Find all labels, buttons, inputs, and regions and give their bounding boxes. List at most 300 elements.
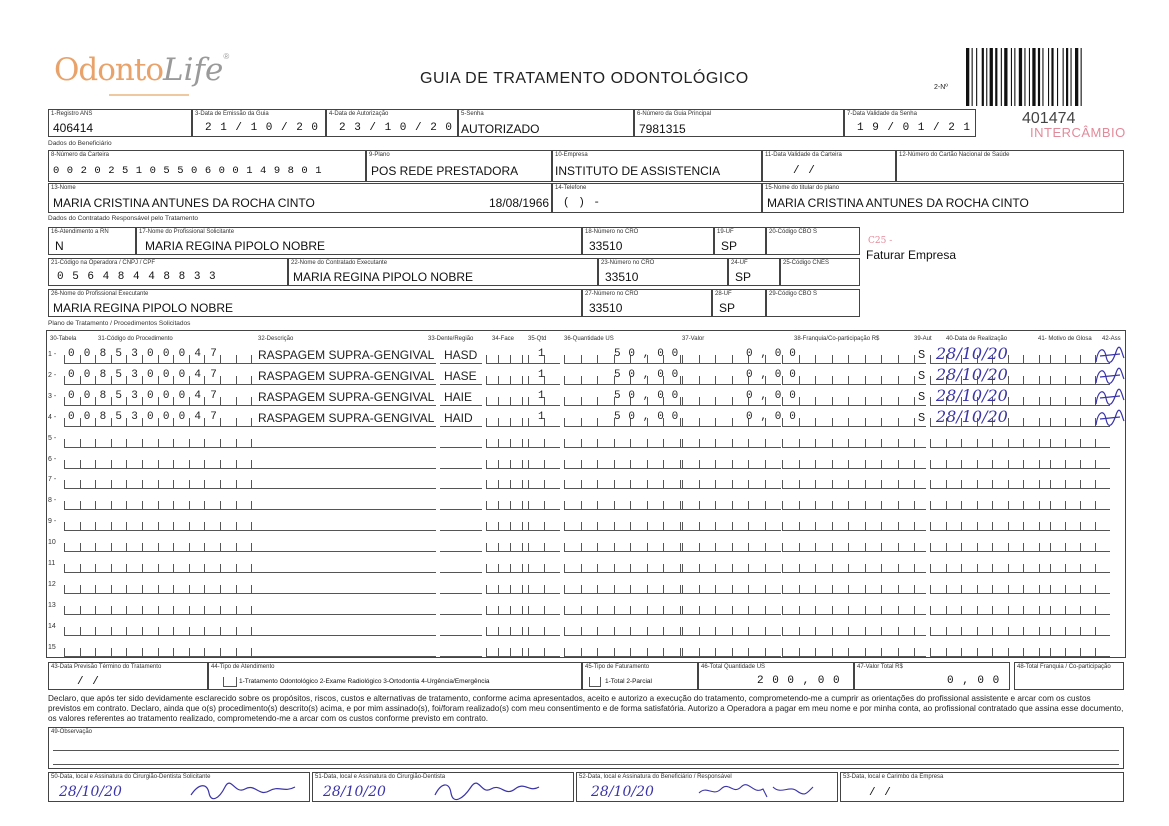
nome-contratado-field[interactable]: 22-Nome do Contratado Executante MARIA REGINA PIPOLO NOBRE <box>288 258 598 286</box>
row-number: 4 - <box>48 413 57 421</box>
digit-slot <box>80 522 96 531</box>
digit-slot <box>992 648 1008 657</box>
digit-slot <box>782 501 799 510</box>
digit-slot <box>564 376 581 385</box>
th-ass: 42-Ass <box>1102 336 1121 342</box>
titular-field[interactable]: 15-Nome do titular do plano MARIA CRISTINA ANTUNES DA ROCHA CINTO <box>762 183 1124 213</box>
digit-slot <box>64 439 80 448</box>
digit-slot <box>832 606 849 615</box>
digit-slot <box>715 480 732 489</box>
cbo-solicitante-field[interactable]: 20-Código CBO S <box>766 227 860 255</box>
proc-qty: 1 <box>538 368 545 381</box>
digit-slot <box>614 585 631 594</box>
digit-slot <box>189 564 205 573</box>
previsao-field[interactable]: 43-Data Previsão Término do Tratamento / / <box>48 662 208 690</box>
digit-slot <box>1080 585 1095 594</box>
digit-slot <box>992 460 1008 469</box>
digit-slot <box>498 418 510 427</box>
digit-slot <box>544 564 560 573</box>
digit-slot <box>732 606 749 615</box>
table-row[interactable] <box>48 452 1124 472</box>
digit-slot <box>142 522 158 531</box>
digit-slot <box>80 648 96 657</box>
digit-slot <box>510 355 522 364</box>
barcode-bar <box>976 48 977 106</box>
digit-slot <box>881 585 898 594</box>
proc-region: HASD <box>444 348 478 362</box>
description-line <box>256 363 436 364</box>
table-row[interactable] <box>48 640 1124 660</box>
table-row[interactable] <box>48 577 1124 597</box>
digit-slot <box>1095 522 1110 531</box>
digit-slot <box>1065 564 1080 573</box>
digit-slot <box>815 648 832 657</box>
digit-slot <box>486 460 498 469</box>
guia-principal-value: 7981315 <box>639 122 686 136</box>
total-us-field[interactable]: 46-Total Quantidade US 2 0 0 , 0 0 <box>698 662 854 690</box>
digit-slot <box>663 606 680 615</box>
digit-slot <box>581 543 598 552</box>
digit-slot <box>528 460 544 469</box>
digit-slot <box>111 585 127 594</box>
registro-ans-field[interactable]: 1-Registro ANS 406414 <box>48 109 192 137</box>
table-row[interactable] <box>48 431 1124 451</box>
digit-slot <box>1023 585 1039 594</box>
digit-slot <box>930 606 946 615</box>
uf-contratado-field[interactable]: 24-UF SP <box>728 258 780 286</box>
total-franquia-field[interactable]: 48-Total Franquia / Co-participação <box>1014 662 1124 690</box>
cro-executante-field[interactable]: 27-Número no CRO 33510 <box>582 289 712 317</box>
digit-slot <box>80 501 96 510</box>
digit-slot <box>898 627 915 636</box>
digit-slot <box>682 397 699 406</box>
telefone-field[interactable]: 14-Telefone ( ) - <box>552 183 762 213</box>
digit-slot <box>1050 355 1065 364</box>
digit-slot <box>977 648 993 657</box>
titular-value: MARIA CRISTINA ANTUNES DA ROCHA CINTO <box>767 196 1029 210</box>
solicitante-field[interactable]: 17-Nome do Profissional Solicitante MARIA REGINA PIPOLO NOBRE <box>136 227 582 255</box>
digit-slot <box>158 522 174 531</box>
digit-slot <box>95 648 111 657</box>
digit-slot <box>528 543 544 552</box>
barcode-bar <box>972 48 973 106</box>
table-row[interactable] <box>48 556 1124 576</box>
digit-slot <box>510 376 522 385</box>
description-line <box>256 551 436 552</box>
digit-slot <box>946 606 962 615</box>
digit-slot <box>946 543 962 552</box>
digit-slot <box>977 543 993 552</box>
digit-slot <box>173 564 189 573</box>
digit-slot <box>95 543 111 552</box>
digit-slot <box>614 522 631 531</box>
birth-date: 18/08/1966 <box>489 196 550 210</box>
digit-slot <box>498 439 510 448</box>
digit-slot <box>173 439 189 448</box>
digit-slot <box>64 606 80 615</box>
tipo-atendimento-box[interactable] <box>223 677 237 687</box>
digit-slot <box>732 585 749 594</box>
digit-slot <box>992 480 1008 489</box>
digit-slot <box>564 543 581 552</box>
digit-slot <box>647 439 664 448</box>
digit-slot <box>1023 460 1039 469</box>
digit-slot <box>799 501 816 510</box>
th-codigo: 31-Código do Procedimento <box>98 336 173 342</box>
digit-slot <box>111 439 127 448</box>
digit-slot <box>715 376 732 385</box>
barcode-bar <box>990 48 993 106</box>
description-line <box>256 635 436 636</box>
digit-slot <box>630 585 647 594</box>
digit-slot <box>1080 543 1095 552</box>
cro-contratado-value: 33510 <box>605 270 639 284</box>
sig-beneficiario-field[interactable]: 52-Data, local e Assinatura do Beneficiário / Responsável 28/10/20 <box>576 772 838 802</box>
digit-slot <box>765 627 782 636</box>
digit-slot <box>765 585 782 594</box>
digit-slot <box>189 522 205 531</box>
digit-slot <box>236 606 252 615</box>
digit-slot <box>158 543 174 552</box>
uf-executante-field[interactable]: 28-UF SP <box>712 289 766 317</box>
proc-value: 0 , 0 0 <box>746 410 797 423</box>
digit-slot <box>848 606 865 615</box>
carteira-field[interactable]: 8-Número da Carteira 0 0 2 0 2 5 1 0 5 5 0 6 0 0 1 4 9 8 0 1 <box>48 150 366 182</box>
digit-slot <box>498 397 510 406</box>
digit-slot <box>799 439 816 448</box>
row-number: 10 <box>48 539 56 547</box>
empresa-field[interactable]: 10-Empresa INSTITUTO DE ASSISTENCIA <box>552 150 762 182</box>
digit-slot <box>510 585 522 594</box>
legal-declaration: Declaro, que após ter sido devidamente esclarecido sobre os propósitos, riscos, custos e alternativas de tratamento, conforme acima apresentados, aceito e autorizo a execução do tratamento, comprometendo-me a cumprir as orientações do profissional assistente e arcar com os custos previstos em contrato. Declaro, ainda que o(s) procedimento(s) descrito(s) acima, e por mim assinado(s), foi/foram realizado(s) com meu consentimento e de forma satisfatória. Autorizo a Operadora a pagar em meu nome e por minha conta, ao profissional contratado que assina esse documento, os valores referentes ao tratamento realizado, comprometendo-me a arcar com os custos conforme previsto em contrato. <box>48 694 1124 723</box>
tipo-faturamento-field[interactable]: 45-Tipo de Faturamento 1-Total 2-Parcial <box>582 662 698 690</box>
description-line <box>256 509 436 510</box>
cro-solicitante-field[interactable]: 18-Número no CRO 33510 <box>582 227 714 255</box>
cnes-field[interactable]: 25-Código CNES <box>780 258 860 286</box>
digit-slot <box>699 564 716 573</box>
digit-slot <box>581 439 598 448</box>
digit-slot <box>510 564 522 573</box>
digit-slot <box>699 543 716 552</box>
digit-slot <box>1023 564 1039 573</box>
digit-slot <box>699 418 716 427</box>
digit-slot <box>682 355 699 364</box>
digit-slot <box>765 501 782 510</box>
table-row[interactable] <box>48 598 1124 618</box>
digit-slot <box>992 585 1008 594</box>
digit-slot <box>930 460 946 469</box>
digit-slot <box>173 543 189 552</box>
digit-slot <box>204 585 220 594</box>
guia-principal-field[interactable]: 6-Número da Guia Principal 7981315 <box>634 109 844 137</box>
digit-slot <box>111 480 127 489</box>
cro-contratado-field[interactable]: 23-Número no CRO 33510 <box>598 258 728 286</box>
digit-slot <box>126 606 142 615</box>
proc-date: 28/10/20 <box>936 406 1008 426</box>
digit-slot <box>220 376 236 385</box>
digit-slot <box>699 648 716 657</box>
digit-slot <box>544 522 560 531</box>
digit-slot <box>95 522 111 531</box>
digit-slot <box>1023 648 1039 657</box>
digit-slot <box>815 564 832 573</box>
digit-slot <box>881 439 898 448</box>
digit-slot <box>1008 480 1024 489</box>
digit-slot <box>1050 648 1065 657</box>
digit-slot <box>881 480 898 489</box>
digit-slot <box>699 460 716 469</box>
digit-slot <box>236 355 252 364</box>
digit-slot <box>630 439 647 448</box>
digit-slot <box>1095 585 1110 594</box>
sig-empresa-field[interactable]: 53-Data, local e Carimbo da Empresa / / <box>840 772 1124 802</box>
sig-dentista-field[interactable]: 51-Data, local e Assinatura do Cirurgião-Dentista 28/10/20 <box>312 772 574 802</box>
digit-slot <box>946 522 962 531</box>
digit-slot <box>581 522 598 531</box>
tipo-atendimento-field[interactable]: 44-Tipo de Atendimento 1-Tratamento Odontológico 2-Exame Radiológico 3-Ortodontia 4-Urgência/Emergência <box>208 662 582 690</box>
digit-slot <box>782 627 799 636</box>
digit-slot <box>1050 522 1065 531</box>
digit-slot <box>614 648 631 657</box>
digit-slot <box>630 522 647 531</box>
digit-slot <box>682 648 699 657</box>
digit-slot <box>815 376 832 385</box>
table-row[interactable] <box>48 535 1124 555</box>
digit-slot <box>630 606 647 615</box>
digit-slot <box>765 460 782 469</box>
proc-desc: RASPAGEM SUPRA-GENGIVAL <box>258 368 435 383</box>
valor-total-field[interactable]: 47-Valor Total R$ 0 , 0 0 <box>854 662 1010 690</box>
digit-slot <box>544 543 560 552</box>
digit-slot <box>597 397 614 406</box>
digit-slot <box>865 606 882 615</box>
tipo-faturamento-box[interactable] <box>589 677 601 687</box>
digit-slot <box>528 564 544 573</box>
digit-slot <box>961 439 977 448</box>
validade-carteira-value: / / <box>793 165 816 177</box>
signature-stroke <box>1096 410 1124 425</box>
digit-slot <box>1008 418 1024 427</box>
digit-slot <box>848 439 865 448</box>
data-autorizacao-field[interactable]: 4-Data de Autorização 2 3 / 1 0 / 2 0 <box>326 109 458 137</box>
table-row[interactable] <box>48 472 1124 492</box>
digit-slot <box>126 585 142 594</box>
digit-slot <box>799 648 816 657</box>
cro-solicitante-value: 33510 <box>589 239 623 253</box>
region-line <box>440 426 482 427</box>
digit-slot <box>715 606 732 615</box>
atendimento-rn-field[interactable]: 16-Atendimento a RN N <box>48 227 136 255</box>
digit-slot <box>1023 418 1039 427</box>
digit-slot <box>544 501 560 510</box>
digit-slot <box>881 648 898 657</box>
digit-slot <box>111 501 127 510</box>
digit-slot <box>914 648 926 657</box>
digit-slot <box>881 522 898 531</box>
digit-slot <box>1050 501 1065 510</box>
description-line <box>256 614 436 615</box>
barcode-bar <box>1057 48 1058 106</box>
digit-slot <box>832 480 849 489</box>
digit-slot <box>799 627 816 636</box>
digit-slot <box>236 418 252 427</box>
digit-slot <box>1050 439 1065 448</box>
senha-field[interactable]: 5-Senha AUTORIZADO <box>458 109 634 137</box>
digit-slot <box>236 501 252 510</box>
digit-slot <box>1008 648 1024 657</box>
description-line <box>256 426 436 427</box>
observacao-field[interactable]: 49-Observação <box>48 727 1124 769</box>
row-number: 11 <box>48 560 56 567</box>
digit-slot <box>64 543 80 552</box>
digit-slot <box>663 627 680 636</box>
digit-slot <box>1008 397 1024 406</box>
digit-slot <box>158 460 174 469</box>
digit-slot <box>220 522 236 531</box>
digit-slot <box>732 627 749 636</box>
digit-slot <box>1065 439 1080 448</box>
digit-slot <box>1065 543 1080 552</box>
digit-slot <box>142 460 158 469</box>
digit-slot <box>799 480 816 489</box>
digit-slot <box>881 418 898 427</box>
digit-slot <box>204 522 220 531</box>
digit-slot <box>544 627 560 636</box>
table-row[interactable] <box>48 406 1124 430</box>
digit-slot <box>1095 439 1110 448</box>
tipo-faturamento-value: 1-Total 2-Parcial <box>605 678 652 685</box>
codigo-operadora-field[interactable]: 21-Código na Operadora / CNPJ / CPF 0 5 6 4 8 4 4 8 8 3 3 <box>48 258 288 286</box>
validade-senha-field[interactable]: 7-Data Validade da Senha 1 9 / 0 1 / 2 1 <box>844 109 976 137</box>
digit-slot <box>1080 460 1095 469</box>
digit-slot <box>498 522 510 531</box>
digit-slot <box>832 397 849 406</box>
digit-slot <box>1050 480 1065 489</box>
validade-carteira-field[interactable]: 11-Data Validade da Carteira / / <box>762 150 896 182</box>
digit-slot <box>544 648 560 657</box>
digit-slot <box>510 648 522 657</box>
digit-slot <box>564 606 581 615</box>
proc-signature <box>1092 407 1126 429</box>
plano-field[interactable]: 9-Plano POS REDE PRESTADORA <box>366 150 552 182</box>
digit-slot <box>236 480 252 489</box>
digit-slot <box>1080 606 1095 615</box>
tipo-atendimento-value: 1-Tratamento Odontológico 2-Exame Radiológico 3-Ortodontia 4-Urgência/Emergência <box>239 678 490 685</box>
table-row[interactable] <box>48 619 1124 639</box>
signature-stroke <box>1096 347 1124 362</box>
cartao-nacional-field[interactable]: 12-Número do Cartão Nacional de Saúde <box>896 150 1124 182</box>
digit-slot <box>799 522 816 531</box>
digit-slot <box>498 543 510 552</box>
digit-slot <box>1095 648 1110 657</box>
digit-slot <box>189 627 205 636</box>
table-row[interactable] <box>48 493 1124 513</box>
region-line <box>440 509 482 510</box>
cbo-executante-field[interactable]: 29-Código CBO S <box>766 289 860 317</box>
digit-slot <box>189 439 205 448</box>
digit-slot <box>1023 480 1039 489</box>
digit-slot <box>498 376 510 385</box>
digit-slot <box>647 543 664 552</box>
digit-slot <box>961 564 977 573</box>
digit-slot <box>544 439 560 448</box>
digit-slot <box>564 501 581 510</box>
digit-slot <box>782 585 799 594</box>
digit-slot <box>581 585 598 594</box>
digit-slot <box>1080 439 1095 448</box>
digit-slot <box>682 522 699 531</box>
digit-slot <box>1080 480 1095 489</box>
barcode-bar <box>1063 48 1064 106</box>
digit-slot <box>142 480 158 489</box>
digit-slot <box>782 480 799 489</box>
digit-slot <box>581 460 598 469</box>
digit-slot <box>1065 522 1080 531</box>
digit-slot <box>946 585 962 594</box>
executante-field[interactable]: 26-Nome do Profissional Executante MARIA REGINA PIPOLO NOBRE <box>48 289 582 317</box>
digit-slot <box>848 480 865 489</box>
digit-slot <box>748 543 765 552</box>
digit-slot <box>220 439 236 448</box>
nome-field[interactable]: 13-Nome MARIA CRISTINA ANTUNES DA ROCHA CINTO 18/08/1966 <box>48 183 552 213</box>
table-row[interactable] <box>48 514 1124 534</box>
digit-slot <box>647 606 664 615</box>
digit-slot <box>930 585 946 594</box>
proc-code: 0 0 8 5 3 0 0 0 4 7 <box>68 389 219 402</box>
row-number: 13 <box>48 601 56 609</box>
digit-slot <box>614 543 631 552</box>
digit-slot <box>544 480 560 489</box>
uf-solicitante-field[interactable]: 19-UF SP <box>714 227 766 255</box>
region-line <box>440 530 482 531</box>
digit-slot <box>715 355 732 364</box>
data-emissao-field[interactable]: 3-Data de Emissão da Guia 2 1 / 1 0 / 2 0 <box>192 109 326 137</box>
digit-slot <box>715 439 732 448</box>
digit-slot <box>977 585 993 594</box>
digit-slot <box>236 627 252 636</box>
digit-slot <box>865 543 882 552</box>
proc-desc: RASPAGEM SUPRA-GENGIVAL <box>258 389 435 404</box>
digit-slot <box>682 543 699 552</box>
digit-slot <box>614 439 631 448</box>
digit-slot <box>142 501 158 510</box>
cro-executante-value: 33510 <box>589 301 623 315</box>
digit-slot <box>1050 564 1065 573</box>
digit-slot <box>220 585 236 594</box>
total-us-value: 2 0 0 , 0 0 <box>757 675 841 687</box>
barcode-bar <box>982 48 984 106</box>
digit-slot <box>1008 460 1024 469</box>
digit-slot <box>528 480 544 489</box>
digit-slot <box>126 522 142 531</box>
digit-slot <box>881 564 898 573</box>
digit-slot <box>663 585 680 594</box>
row-number: 5 - <box>48 434 57 442</box>
digit-slot <box>961 460 977 469</box>
digit-slot <box>1008 376 1024 385</box>
th-qtd: 35-Qtd <box>528 336 547 342</box>
digit-slot <box>1008 439 1024 448</box>
digit-slot <box>732 480 749 489</box>
proc-qty: 1 <box>538 410 545 423</box>
digit-slot <box>946 501 962 510</box>
digit-slot <box>126 648 142 657</box>
digit-slot <box>865 585 882 594</box>
digit-slot <box>528 501 544 510</box>
proc-region: HAID <box>444 410 473 425</box>
digit-slot <box>930 522 946 531</box>
sig-dentista-solicitante-field[interactable]: 50-Data, local e Assinatura do Cirurgião-Dentista Solicitante 28/10/20 <box>48 772 310 802</box>
